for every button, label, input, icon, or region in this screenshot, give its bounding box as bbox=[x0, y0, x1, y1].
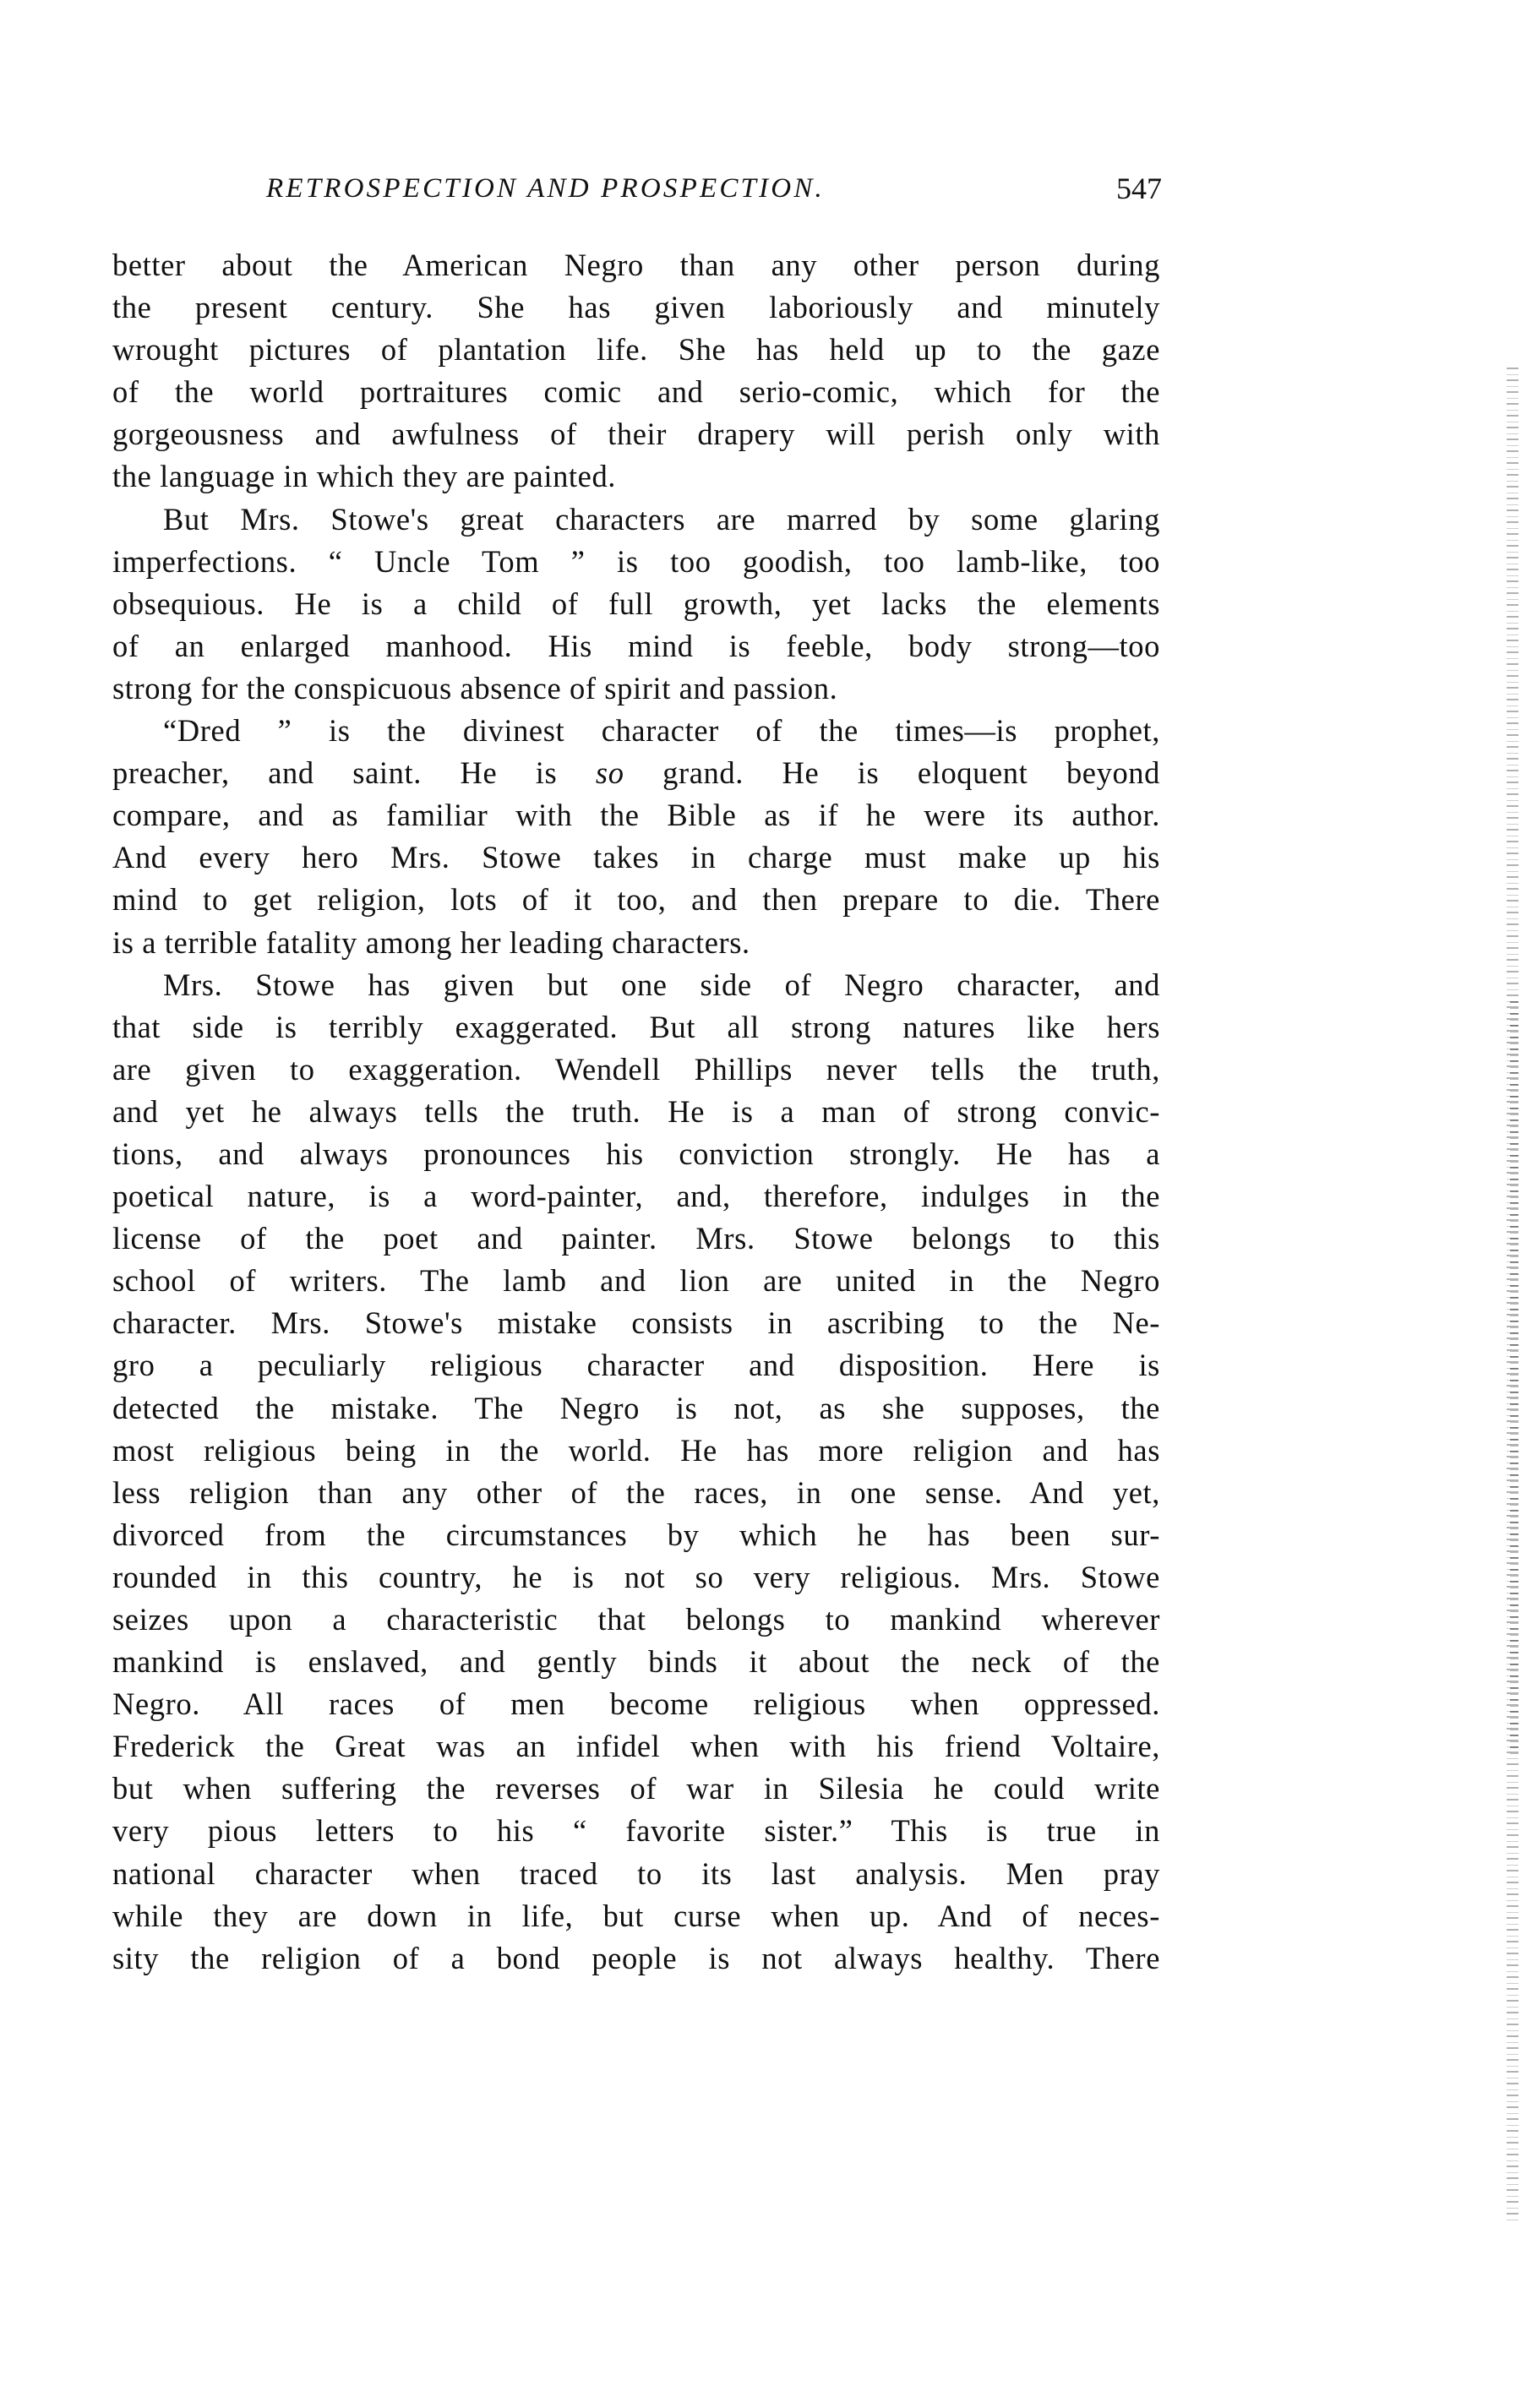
text-line: wrought pictures of plantation life. She has held up to the gaze bbox=[112, 332, 1160, 368]
text-line: but when suffering the reverses of war in Silesia he could write bbox=[112, 1771, 1160, 1806]
body-text bbox=[112, 244, 1160, 1980]
text-line: are given to exaggeration. Wendell Phillips never tells the truth, bbox=[112, 1051, 1160, 1087]
scan-edge-artifact-dense bbox=[1510, 997, 1518, 1757]
text-line: school of writers. The lamb and lion are united in the Negro bbox=[112, 1263, 1160, 1299]
text-line: character. Mrs. Stowe's mistake consists in ascribing to the Ne- bbox=[112, 1305, 1160, 1341]
text-line: of the world portraitures comic and serio-comic, which for the bbox=[112, 374, 1160, 410]
text-line: gro a peculiarly religious character and disposition. Here is bbox=[112, 1348, 1160, 1383]
running-title: RETROSPECTION AND PROSPECTION. bbox=[266, 173, 825, 204]
text-line: poetical nature, is a word-painter, and, therefore, indulges in the bbox=[112, 1179, 1160, 1214]
text-line: that side is terribly exaggerated. But all strong natures like hers bbox=[112, 1009, 1160, 1044]
text-line: less religion than any other of the races, in one sense. And yet, bbox=[112, 1474, 1160, 1510]
text-line: Negro. All races of men become religious when oppressed. bbox=[112, 1686, 1160, 1722]
text-line: imperfections. “ Uncle Tom ” is too goodish, too lamb-like, too bbox=[112, 543, 1160, 579]
text-line: the language in which they are painted. bbox=[112, 459, 617, 494]
text-line: and yet he always tells the truth. He is a man of strong convic- bbox=[112, 1093, 1160, 1129]
text-line: the present century. She has given laboriously and minutely bbox=[112, 290, 1160, 325]
text-line: tions, and always pronounces his conviction strongly. He has a bbox=[112, 1136, 1160, 1171]
text-line: very pious letters to his “ favorite sister.” This is true in bbox=[112, 1813, 1160, 1849]
text-line: of an enlarged manhood. His mind is feeble, body strong—too bbox=[112, 628, 1160, 663]
text-line: gorgeousness and awfulness of their drapery will perish only with bbox=[112, 417, 1160, 452]
text-line: is a terrible fatality among her leading characters. bbox=[112, 924, 750, 960]
text-line: And every hero Mrs. Stowe takes in charge must make up his bbox=[112, 840, 1160, 875]
text-line: detected the mistake. The Negro is not, as she supposes, the bbox=[112, 1390, 1160, 1425]
text-line: divorced from the circumstances by which he has been sur- bbox=[112, 1517, 1160, 1552]
text-line: obsequious. He is a child of full growth, yet lacks the elements bbox=[112, 586, 1160, 621]
running-head bbox=[110, 167, 1162, 210]
text-line: sity the religion of a bond people is not always healthy. There bbox=[112, 1940, 1160, 1975]
paragraph-first-line: But Mrs. Stowe's great characters are marred by some glaring bbox=[163, 501, 1160, 537]
text-line: strong for the conspicuous absence of spirit and passion. bbox=[112, 670, 838, 706]
text-line: mankind is enslaved, and gently binds it about the neck of the bbox=[112, 1644, 1160, 1680]
text-line: most religious being in the world. He has more religion and has bbox=[112, 1432, 1160, 1468]
text-line: compare, and as familiar with the Bible as if he were its author. bbox=[112, 798, 1160, 833]
text-line: while they are down in life, but curse when up. And of neces- bbox=[112, 1898, 1160, 1933]
page-number: 547 bbox=[1116, 172, 1162, 205]
text-line: license of the poet and painter. Mrs. Stowe belongs to this bbox=[112, 1221, 1160, 1256]
text-line: preacher, and saint. He is so grand. He is eloquent beyond bbox=[112, 755, 1160, 791]
text-line: better about the American Negro than any other person during bbox=[112, 248, 1160, 282]
text-line: mind to get religion, lots of it too, and then prepare to die. There bbox=[112, 882, 1160, 918]
text-line: rounded in this country, he is not so very religious. Mrs. Stowe bbox=[112, 1559, 1160, 1594]
text-line: seizes upon a characteristic that belongs to mankind wherever bbox=[112, 1602, 1160, 1637]
paragraph-first-line: “Dred ” is the divinest character of the times—is prophet, bbox=[163, 713, 1160, 749]
italic-emphasis: so bbox=[595, 755, 624, 791]
paragraph-first-line: Mrs. Stowe has given but one side of Negro character, and bbox=[163, 967, 1160, 1002]
text-line: national character when traced to its last analysis. Men pray bbox=[112, 1855, 1160, 1891]
text-line: Frederick the Great was an infidel when with his friend Voltaire, bbox=[112, 1729, 1160, 1764]
